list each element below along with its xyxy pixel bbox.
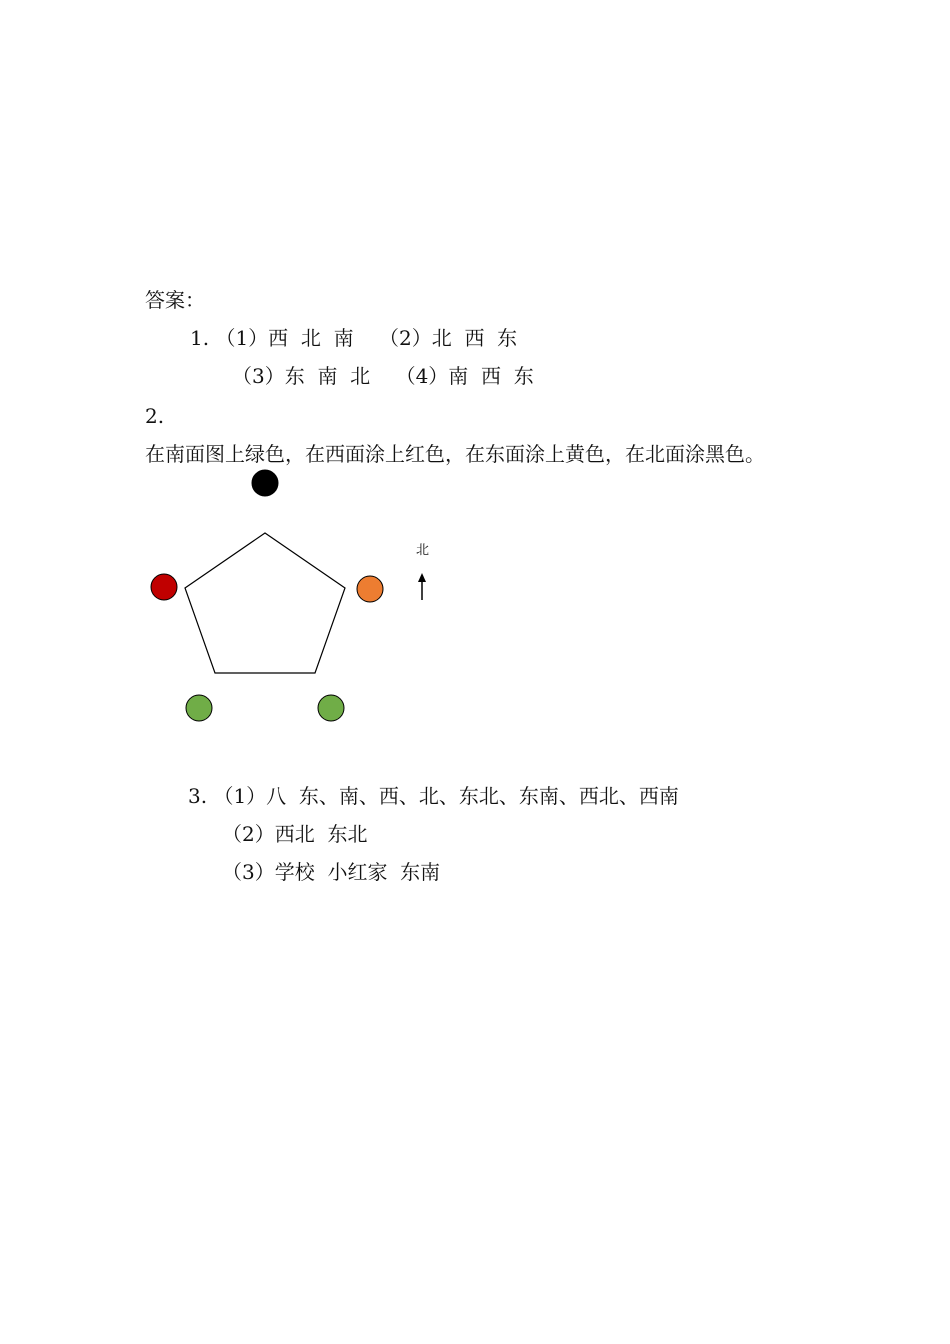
question3-answer-line1: 3. （1）八 东、南、西、北、东北、东南、西北、西南 [188,784,679,808]
east-orange-dot [357,576,383,602]
question2-instruction: 在南面图上绿色，在西面涂上红色，在东面涂上黄色，在北面涂黑色。 [145,442,765,466]
north-label: 北 [416,543,430,558]
question1-answer-line1: 1. （1）西 北 南 （2）北 西 东 [190,326,518,350]
question2-number: 2. [145,404,165,428]
question3-answer-line2: （2）西北 东北 [222,822,368,846]
pentagon-shape [185,533,345,673]
north-black-dot [252,470,278,496]
west-red-dot [151,574,177,600]
southwest-green-dot [186,695,212,721]
question1-answer-line2: （3）东 南 北 （4）南 西 东 [232,364,534,388]
southeast-green-dot [318,695,344,721]
north-arrow-icon [418,573,426,600]
pentagon-compass-diagram [0,460,950,740]
answer-heading: 答案： [145,288,205,312]
question3-answer-line3: （3）学校 小红家 东南 [222,860,441,884]
